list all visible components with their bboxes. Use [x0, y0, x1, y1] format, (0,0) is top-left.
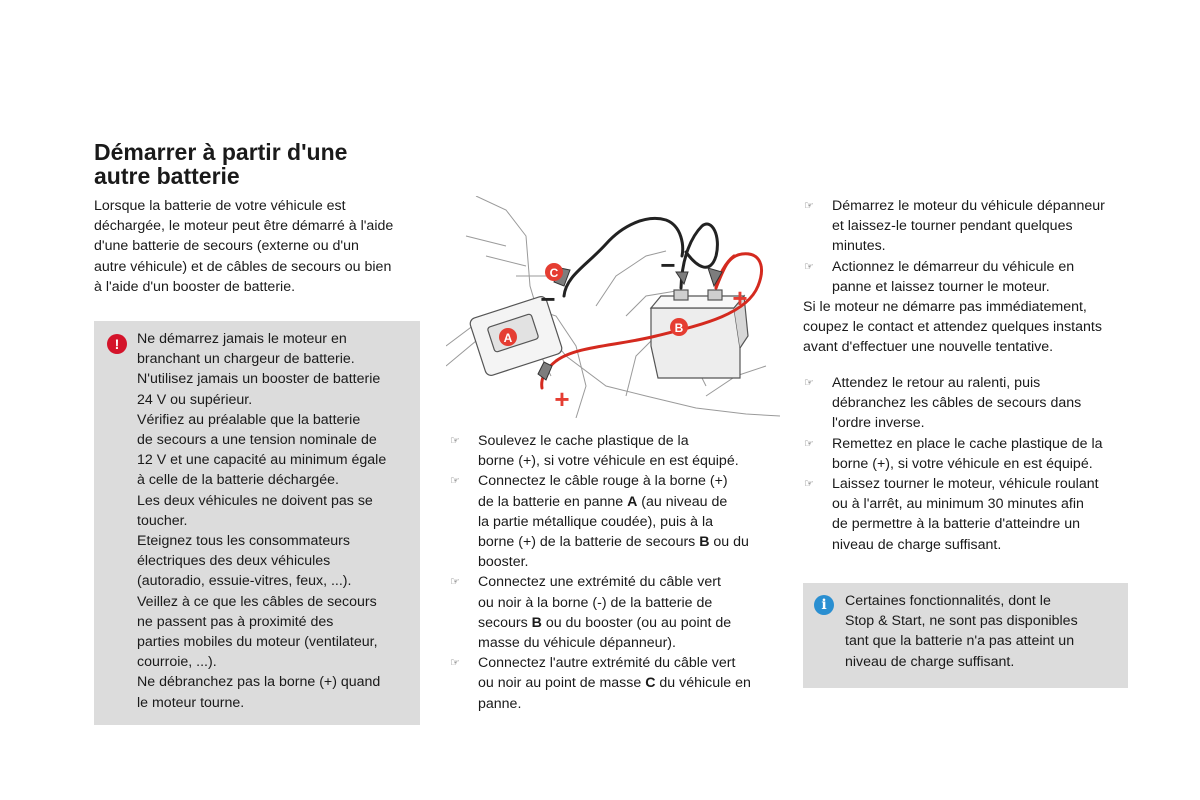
warning-paragraph: Les deux véhicules ne doivent pas se toucher. [137, 492, 373, 529]
jump-start-illustration [446, 196, 780, 418]
list-item [804, 257, 1134, 297]
step-text: Connectez une extrémité du câble vert ou noir à la borne (-) de la batterie de secours B ou du booster (ou au point de masse du véhicule dépanneur). [478, 574, 732, 652]
list-item [804, 196, 1134, 257]
label-a: A [503, 331, 513, 345]
pointing-hand-icon: ☞ [804, 260, 814, 273]
warning-paragraph: Ne débranchez pas la borne (+) quand le moteur tourne. [137, 674, 381, 711]
step-text: Connectez l'autre extrémité du câble vert ou noir au point de masse C du véhicule en panne. [478, 655, 751, 712]
page-title: Démarrer à partir d'une autre batterie [94, 139, 348, 189]
step-text: Actionnez le démarreur du véhicule en panne et laissez tourner le moteur. [832, 258, 1075, 295]
info-text: Certaines fonctionnalités, dont le Stop & Start, ne sont pas disponibles tant que la batterie n'a pas atteint un niveau de charge suffisant. [845, 593, 1078, 670]
pointing-hand-icon: ☞ [450, 657, 460, 670]
pointing-hand-icon: ☞ [804, 478, 814, 491]
step-text: Démarrez le moteur du véhicule dépanneur et laissez-le tourner pendant quelques minutes. [832, 198, 1105, 255]
plus-sign: + [732, 283, 748, 313]
warning-paragraph: N'utilisez jamais un booster de batterie 24 V ou supérieur. [137, 371, 381, 408]
list-item [450, 471, 780, 572]
warning-box [94, 321, 420, 725]
step-text: Connectez le câble rouge à la borne (+) de la batterie en panne A (au niveau de la partie métallique coudée), puis à la borne (+) de la batterie de secours B ou du booster. [478, 473, 749, 571]
label-c: C [549, 266, 559, 280]
info-box [803, 583, 1128, 688]
step-text: Attendez le retour au ralenti, puis débranchez les câbles de secours dans l'ordre inverse. [832, 375, 1082, 432]
warning-paragraph: Eteignez tous les consommateurs électriques des deux véhicules (autoradio, essuie-vitres, feux, ...). [137, 533, 352, 590]
warning-icon: ! [107, 334, 127, 354]
list-item [804, 434, 1134, 474]
finish-steps [804, 373, 1134, 555]
pointing-hand-icon: ☞ [450, 576, 460, 589]
pointing-hand-icon: ☞ [804, 200, 814, 212]
pointing-hand-icon: ☞ [450, 435, 460, 447]
intro-paragraph: Lorsque la batterie de votre véhicule est déchargée, le moteur peut être démarré à l'aide d'une batterie de secours (externe ou d'un autre véhicule) et de câbles de secours ou bien à l'aide d'un booster de batterie. [94, 198, 394, 295]
list-item [450, 653, 780, 714]
minus-sign: − [540, 284, 556, 314]
retry-paragraph: Si le moteur ne démarre pas immédiatement, coupez le contact et attendez quelques instants avant d'effectuer une nouvelle tentative. [803, 299, 1102, 356]
info-icon: i [814, 595, 834, 615]
start-steps [804, 196, 1134, 297]
pointing-hand-icon: ☞ [450, 475, 460, 488]
step-text: Laissez tourner le moteur, véhicule roulant ou à l'arrêt, au minimum 30 minutes afin de permettre à la batterie d'atteindre un niveau de charge suffisant. [832, 476, 1099, 553]
list-item [804, 373, 1134, 434]
warning-paragraph: Ne démarrez jamais le moteur en branchant un chargeur de batterie. [137, 331, 355, 368]
plus-sign: + [554, 384, 570, 414]
list-item [450, 431, 780, 471]
connection-steps [450, 431, 780, 714]
pointing-hand-icon: ☞ [804, 377, 814, 389]
list-item [804, 474, 1134, 555]
warning-paragraph: Vérifiez au préalable que la batterie de secours a une tension nominale de 12 V et une capacité au minimum égale à celle de la batterie déchargée. [137, 411, 387, 489]
warning-text [137, 329, 412, 713]
list-item [450, 572, 780, 653]
minus-sign: − [660, 250, 676, 280]
step-text: Remettez en place le cache plastique de la borne (+), si votre véhicule en est équipé. [832, 435, 1103, 472]
warning-paragraph: Veillez à ce que les câbles de secours ne passent pas à proximité des parties mobiles du moteur (ventilateur, courroie, ...). [137, 593, 378, 671]
pointing-hand-icon: ☞ [804, 437, 814, 450]
step-text: Soulevez le cache plastique de la borne (+), si votre véhicule en est équipé. [478, 433, 739, 470]
label-b: B [674, 321, 684, 335]
